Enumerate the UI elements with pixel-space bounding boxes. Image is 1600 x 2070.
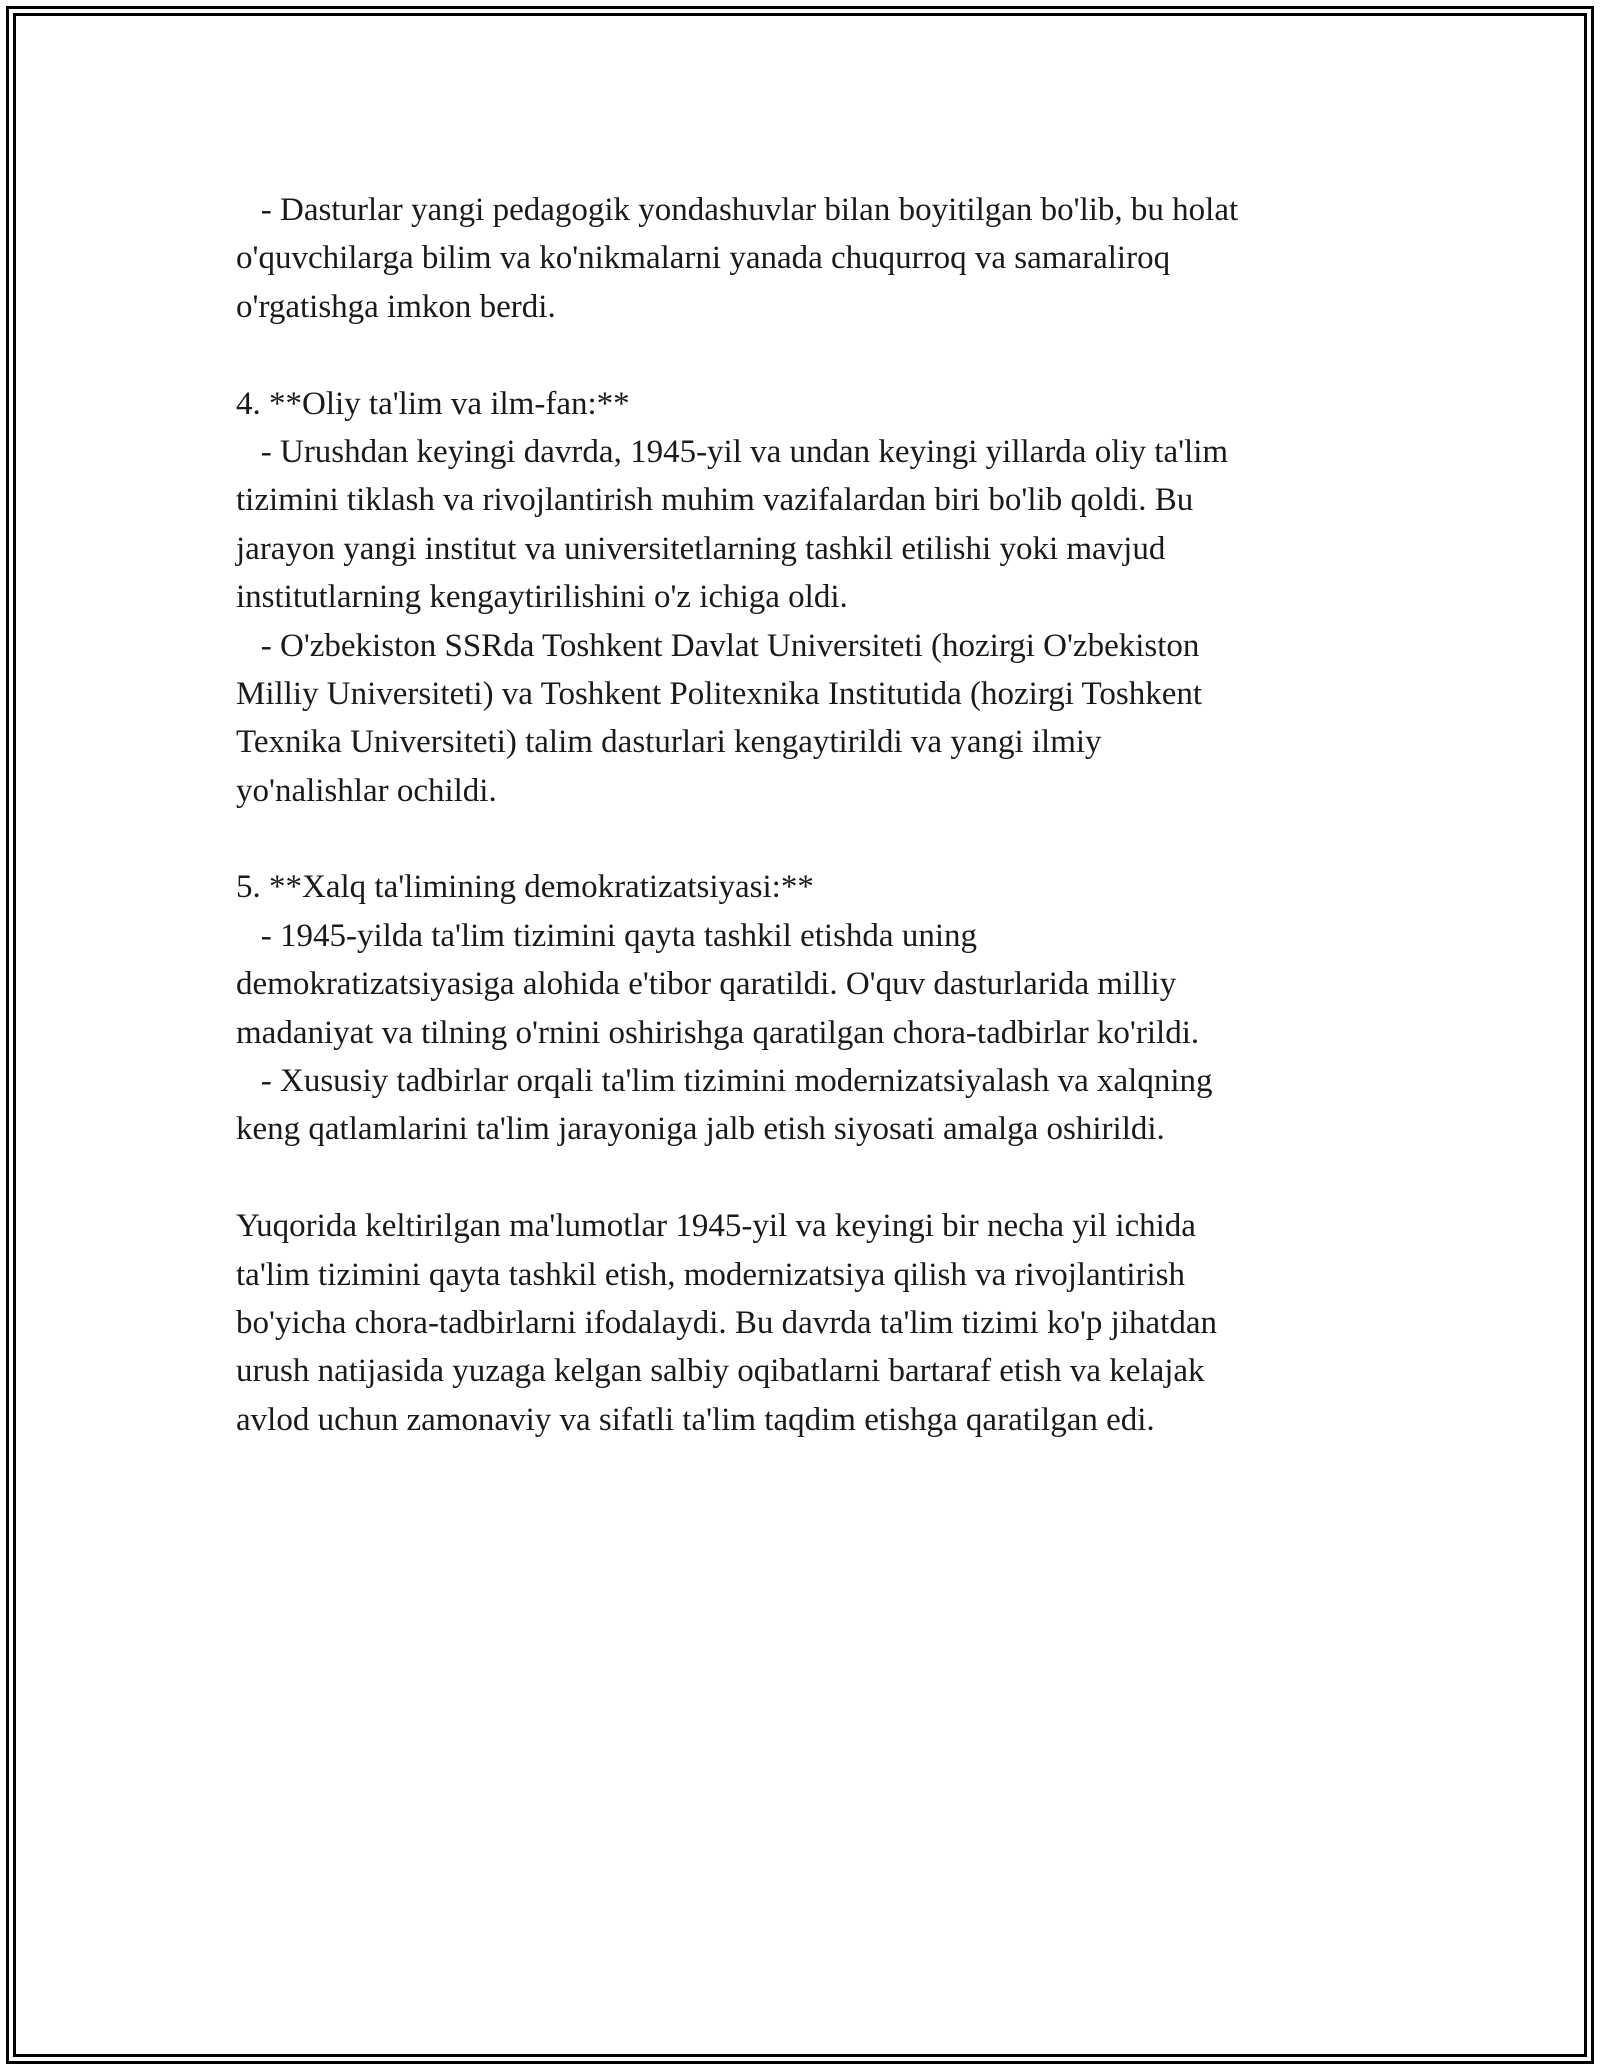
text-line: keng qatlamlarini ta'lim jarayoniga jalb etish siyosati amalga oshirildi. (236, 1111, 1165, 1148)
blank-line (236, 331, 1376, 379)
text-line: o'quvchilarga bilim va ko'nikmalarni yanada chuqurroq va samaraliroq (236, 240, 1171, 277)
blank-line (236, 815, 1376, 863)
section-heading: 4. **Oliy ta'lim va ilm-fan:** (236, 385, 630, 422)
text-line: yo'nalishlar ochildi. (236, 772, 497, 809)
text-line: Yuqorida keltirilgan ma'lumotlar 1945-yil va keyingi bir necha yil ichida (236, 1208, 1196, 1245)
text-line: Milliy Universiteti) va Toshkent Politexnika Institutida (hozirgi Toshkent (236, 675, 1203, 712)
section-heading: 5. **Xalq ta'limining demokratizatsiyasi:** (236, 869, 814, 906)
text-line: institutlarning kengaytirilishini o'z ichiga oldi. (236, 579, 848, 616)
blank-line (236, 1154, 1376, 1202)
text-line: jarayon yangi institut va universitetlarning tashkil etilishi yoki mavjud (236, 530, 1166, 567)
text-line: ta'lim tizimini qayta tashkil etish, modernizatsiya qilish va rivojlantirish (236, 1256, 1186, 1293)
text-line: - 1945-yilda ta'lim tizimini qayta tashkil etishda uning (236, 917, 977, 954)
text-line: - Dasturlar yangi pedagogik yondashuvlar bilan boyitilgan bo'lib, bu holat (236, 192, 1239, 228)
text-line: Texnika Universiteti) talim dasturlari kengaytirildi va yangi ilmiy (236, 724, 1102, 761)
document-body (236, 186, 1376, 1444)
text-line: avlod uchun zamonaviy va sifatli ta'lim taqdim etishga qaratilgan edi. (236, 1401, 1155, 1438)
text-line: - O'zbekiston SSRda Toshkent Davlat Universiteti (hozirgi O'zbekiston (236, 627, 1200, 664)
text-line: - Urushdan keyingi davrda, 1945-yil va undan keyingi yillarda oliy ta'lim (236, 433, 1229, 470)
text-line: demokratizatsiyasiga alohida e'tibor qaratildi. O'quv dasturlarida milliy (236, 966, 1177, 1003)
text-line: o'rgatishga imkon berdi. (236, 288, 556, 325)
text-line: tizimini tiklash va rivojlantirish muhim vazifalardan biri bo'lib qoldi. Bu (236, 482, 1194, 519)
text-line: urush natijasida yuzaga kelgan salbiy oqibatlarni bartaraf etish va kelajak (236, 1353, 1205, 1390)
text-line: - Xususiy tadbirlar orqali ta'lim tizimini modernizatsiyalash va xalqning (236, 1063, 1213, 1100)
text-line: bo'yicha chora-tadbirlarni ifodalaydi. Bu davrda ta'lim tizimi ko'p jihatdan (236, 1304, 1217, 1341)
text-line: madaniyat va tilning o'rnini oshirishga qaratilgan chora-tadbirlar ko'rildi. (236, 1014, 1200, 1051)
